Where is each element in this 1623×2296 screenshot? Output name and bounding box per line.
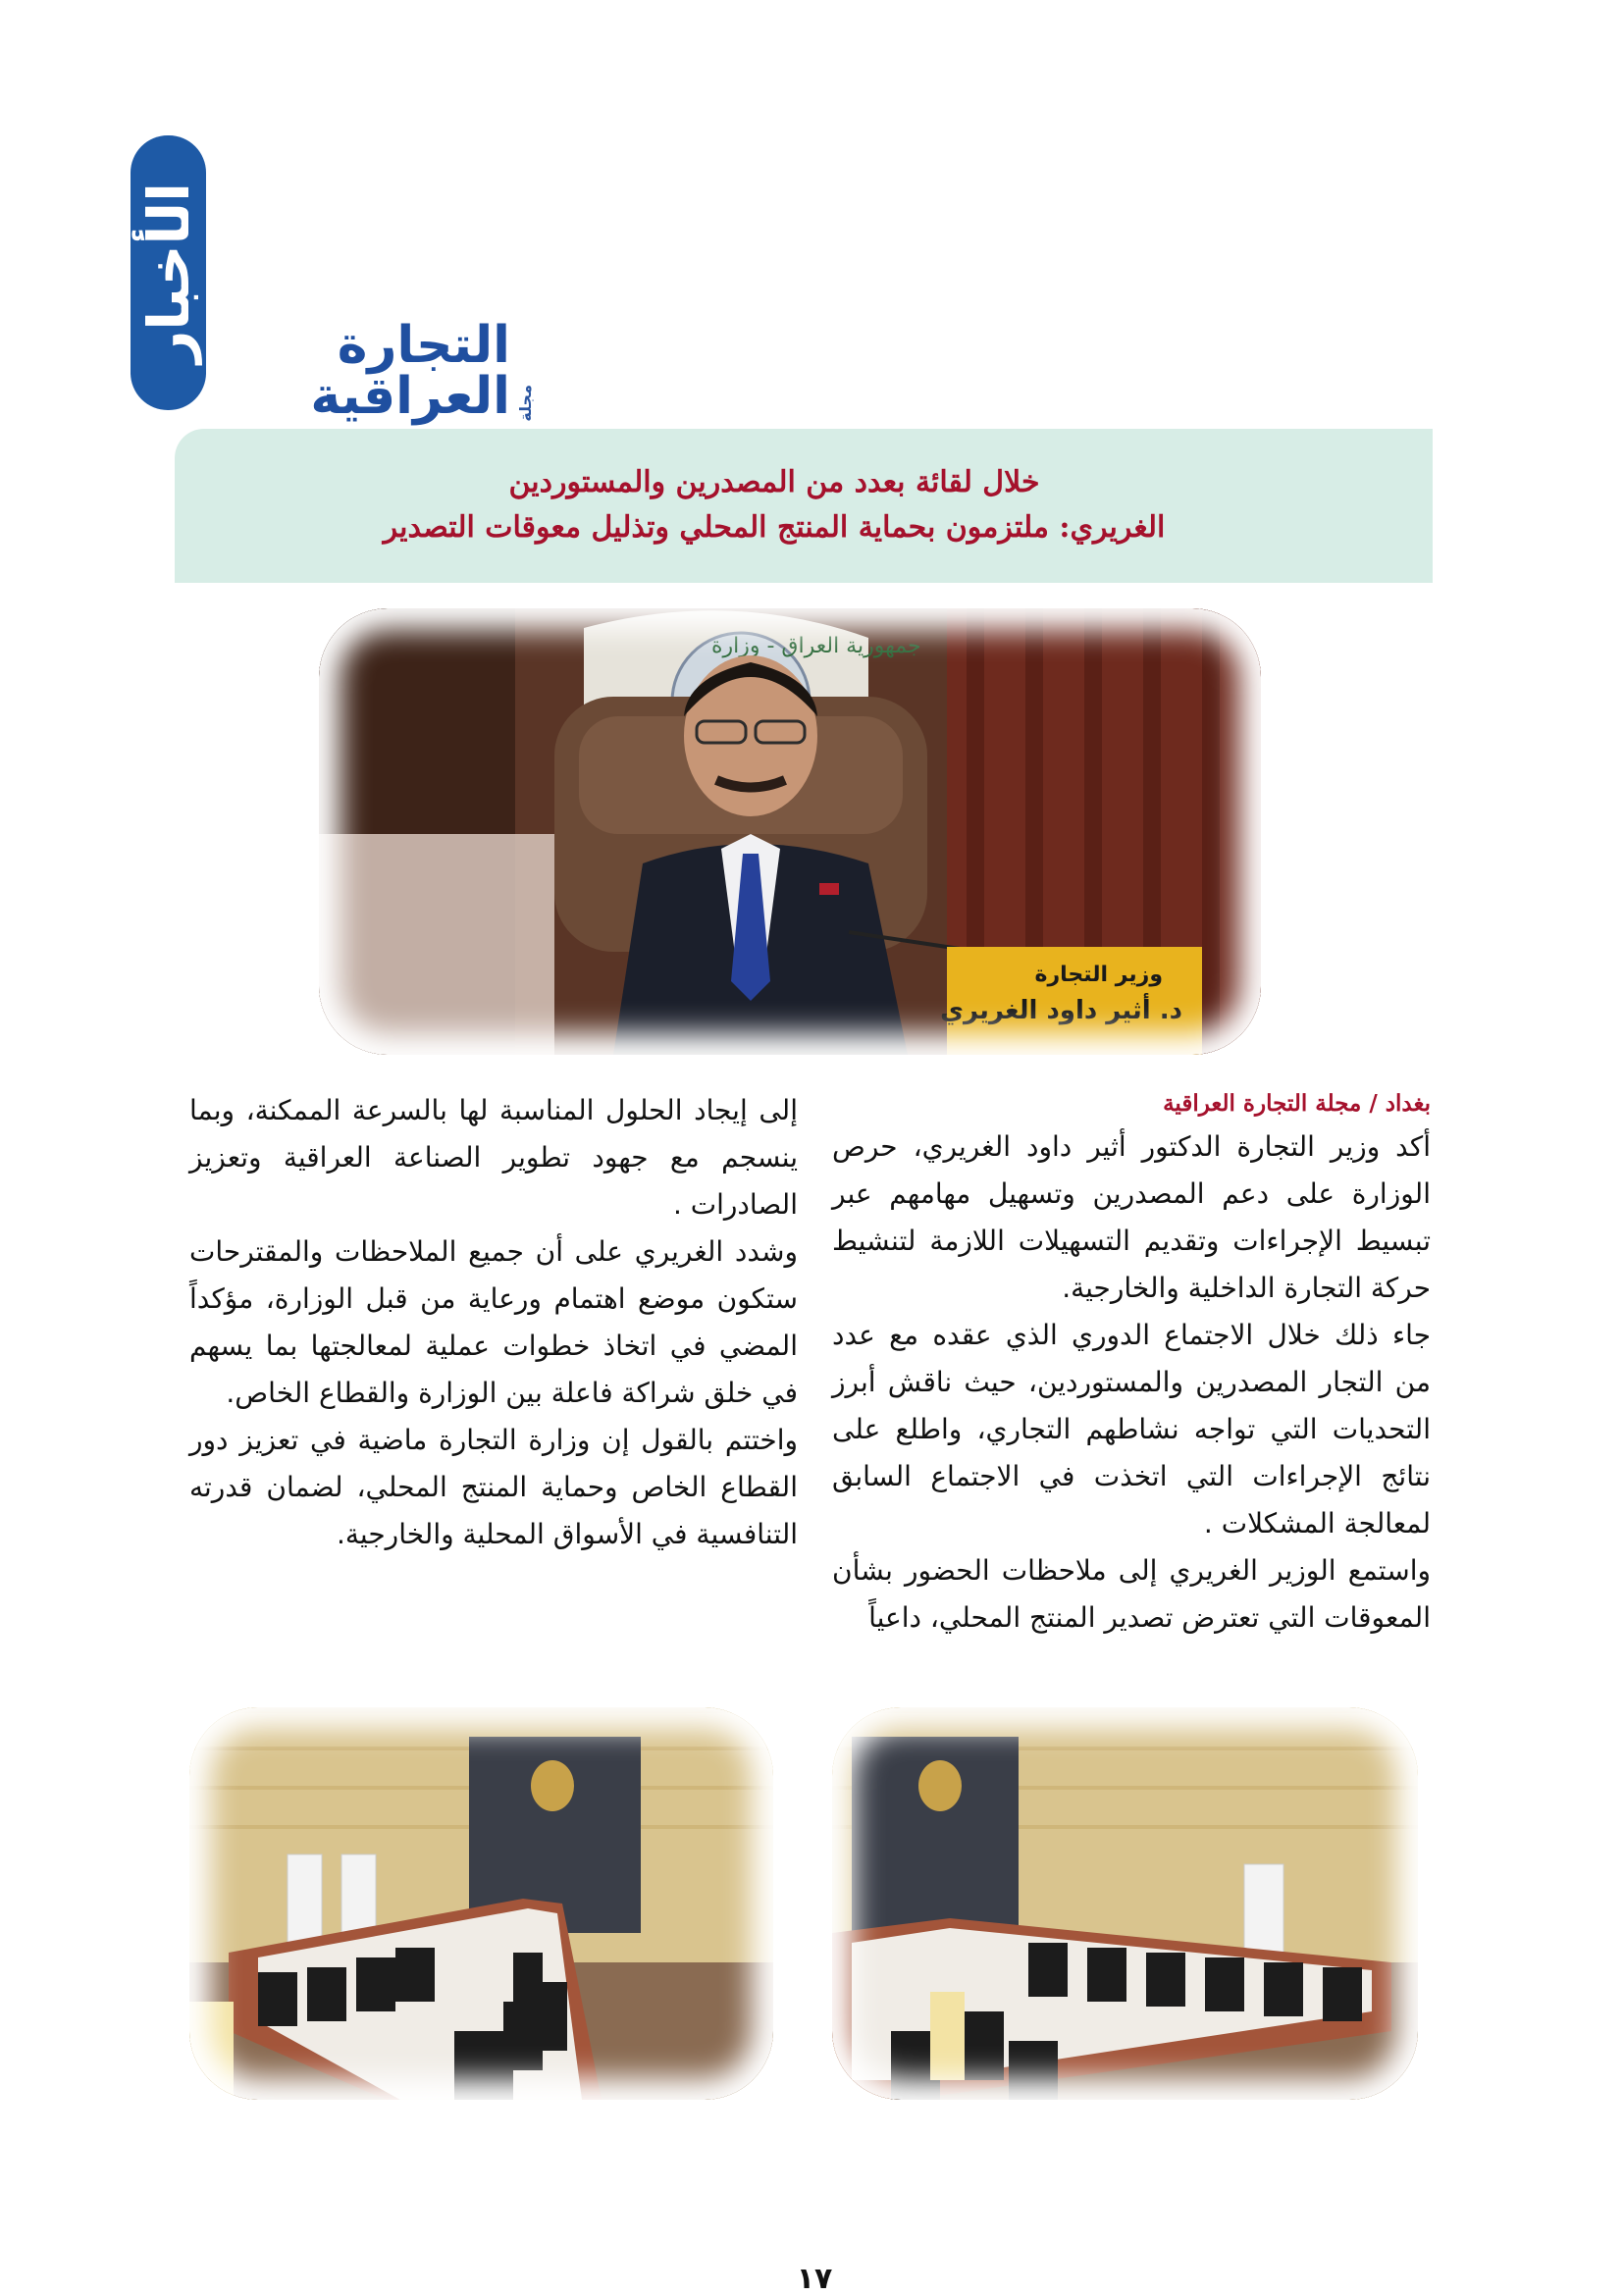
- article-paragraph: إلى إيجاد الحلول المناسبة لها بالسرعة الممكنة، وبما ينسجم مع جهود تطوير الصناعة العراقية وتعزيز الصادرات .: [189, 1094, 798, 1221]
- headline-line-2: الغريري: ملتزمون بحماية المنتج المحلي وتذليل معوقات التصدير: [383, 510, 1166, 545]
- banner-text: جمهورية العراق - وزارة: [711, 634, 921, 658]
- magazine-brand: [211, 316, 535, 426]
- page-number: ١٧: [796, 2262, 833, 2296]
- article-paragraph: واستمع الوزير الغريري إلى ملاحظات الحضور بشأن المعوقات التي تعترض تصدير المنتج المحلي، داعياً: [832, 1554, 1431, 1634]
- headline-line-1: خلال لقائة بعدد من المصدرين والمستوردين: [508, 465, 1040, 499]
- article-dateline: بغداد / مجلة التجارة العراقية: [1163, 1090, 1431, 1117]
- main-photo-illustration: [319, 608, 1261, 1055]
- article-paragraph: وشدد الغريري على أن جميع الملاحظات والمقترحات ستكون موضع اهتمام ورعاية من قبل الوزارة، مؤكداً المضي في اتخاذ خطوات عملية لمعالجتها بما يسهم في خلق شراكة فاعلة بين الوزارة والقطاع الخاص.: [189, 1235, 798, 1409]
- nameplate-title: وزير التجارة: [1034, 963, 1163, 987]
- meeting-photo-left-illustration: [189, 1707, 773, 2100]
- nameplate-name: د. أثير داود الغريري: [940, 996, 1182, 1025]
- article-paragraph: أكد وزير التجارة الدكتور أثير داود الغريري، حرص الوزارة على دعم المصدرين وتسهيل مهامهم عبر تبسيط الإجراءات وتقديم التسهيلات اللازمة لتنشيط حركة التجارة الداخلية والخارجية.: [832, 1130, 1431, 1304]
- meeting-photo-left: [189, 1707, 773, 2100]
- section-tab-label: الأخبار: [134, 182, 202, 364]
- meeting-photo-right-illustration: [832, 1707, 1418, 2100]
- article-paragraph: واختتم بالقول إن وزارة التجارة ماضية في تعزيز دور القطاع الخاص وحماية المنتج المحلي، لضمان قدرته التنافسية في الأسواق المحلية والخارجية.: [189, 1424, 798, 1550]
- meeting-photo-right: [832, 1707, 1418, 2100]
- article-column-left: [189, 1087, 798, 1558]
- brand-small-label: مجلة: [516, 385, 535, 422]
- brand-name: التجارة العراقية: [310, 316, 510, 426]
- main-photo-minister: [319, 608, 1261, 1055]
- article-column-right: [832, 1084, 1431, 1642]
- section-tab: [131, 135, 206, 410]
- headline-box: [175, 429, 1433, 583]
- article-paragraph: جاء ذلك خلال الاجتماع الدوري الذي عقده مع عدد من التجار المصدرين والمستوردين، حيث ناقش أبرز التحديات التي تواجه نشاطهم التجاري، واطلع على نتائج الإجراءات التي اتخذت في الاجتماع السابق لمعالجة المشكلات .: [832, 1319, 1431, 1539]
